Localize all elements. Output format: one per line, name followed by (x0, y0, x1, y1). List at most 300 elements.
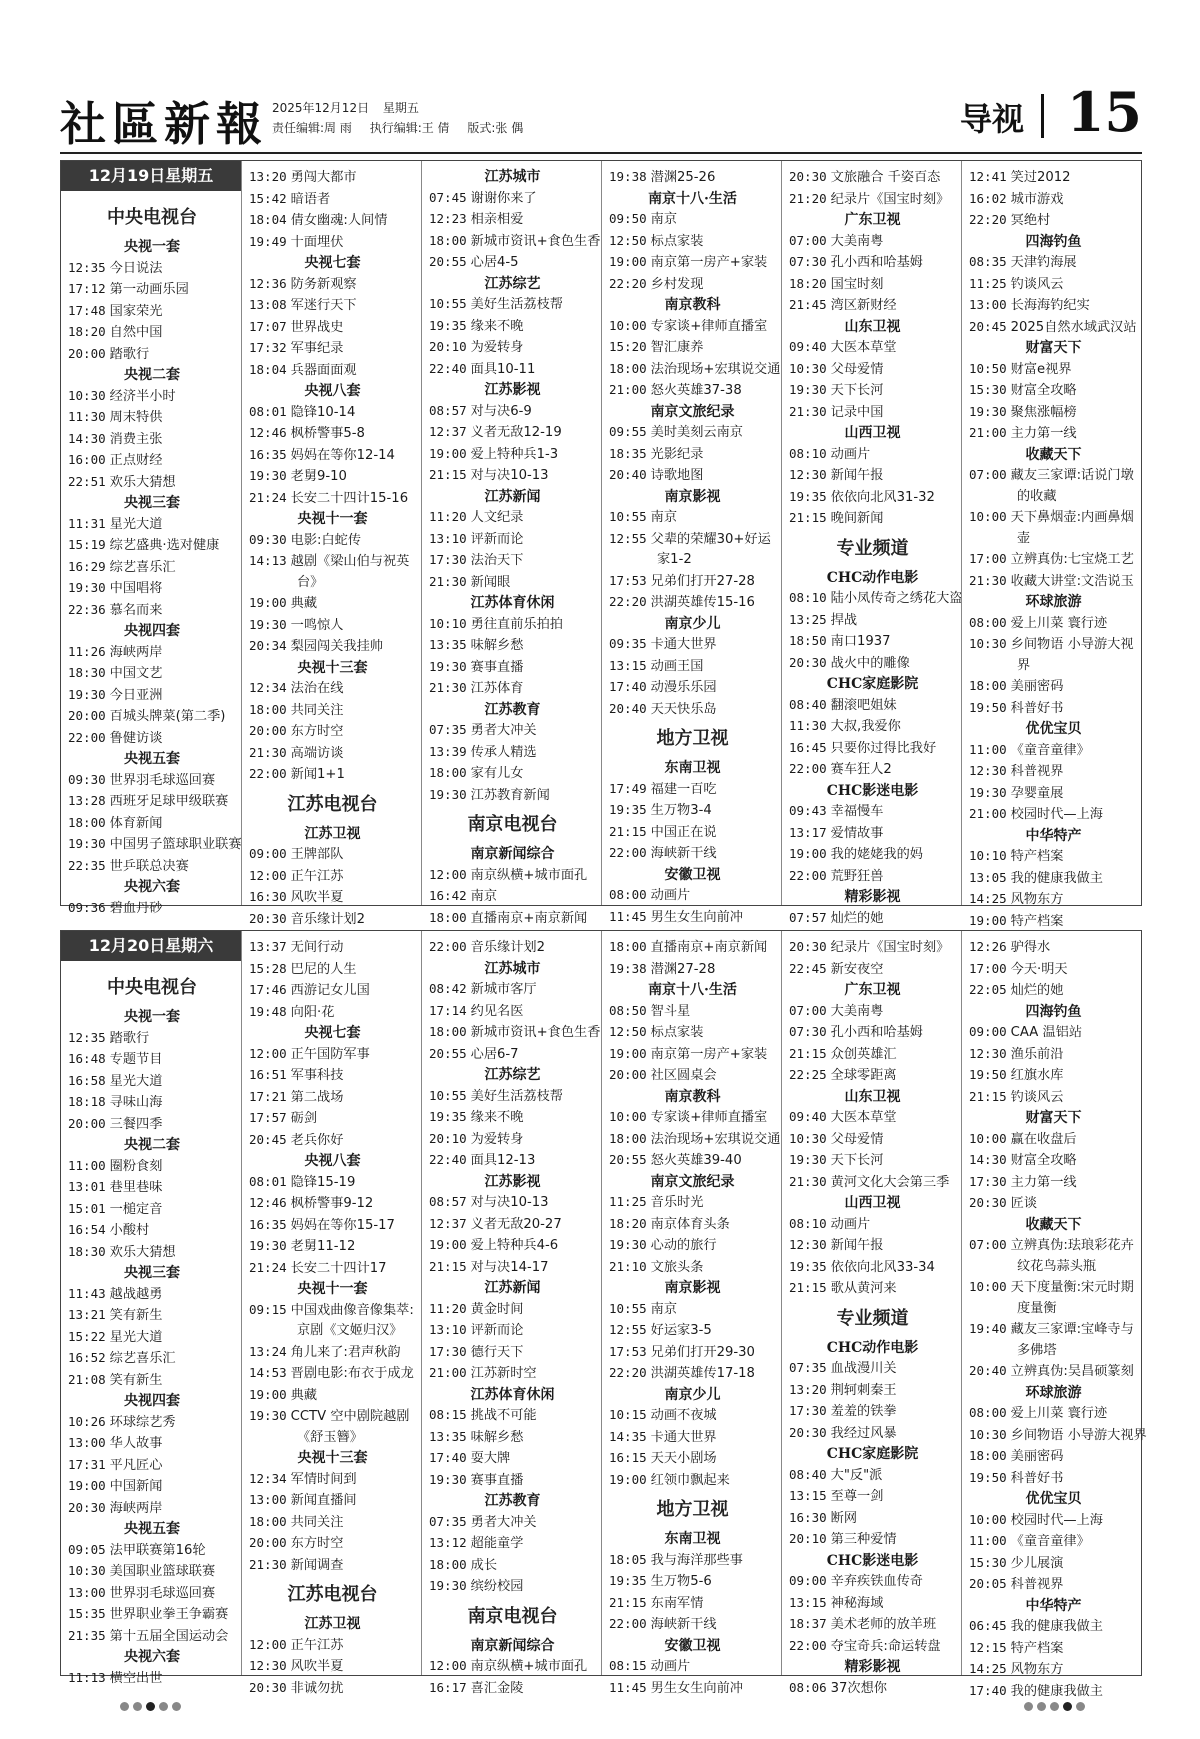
program-listing (609, 1150, 776, 1172)
program-listing (789, 588, 963, 610)
program-title: 晚间新闻 (830, 511, 884, 526)
program-time: 07:00 (969, 467, 1007, 482)
program-time: 19:30 (249, 1408, 287, 1423)
program-listing (789, 1401, 956, 1423)
channel-heading: 央视六套 (124, 1649, 180, 1665)
program-title: 南京体育头条 (650, 1216, 730, 1232)
program-title: 大医本草堂 (830, 340, 897, 355)
program-listing (68, 1668, 236, 1690)
channel-heading: 央视三套 (124, 1265, 180, 1281)
program-title: 动画片 (830, 446, 871, 462)
program-listing (249, 338, 416, 360)
program-title: 风物东方 (1010, 892, 1064, 907)
program-listing (429, 1555, 596, 1577)
program-time: 21:15 (609, 823, 647, 839)
program-listing (68, 1498, 236, 1520)
program-time: 15:35 (68, 1606, 106, 1621)
program-time: 15:28 (249, 960, 287, 976)
program-time: 08:01 (249, 403, 287, 419)
program-time: 16:29 (68, 558, 106, 574)
channel-heading: 四海钓鱼 (1025, 1003, 1082, 1020)
program-listing (68, 1092, 236, 1114)
program-listing (249, 678, 416, 700)
program-title: 科普视界 (1010, 1577, 1064, 1592)
program-title: 幸福慢车 (830, 804, 884, 819)
program-title: 特产档案 (1010, 1640, 1064, 1656)
program-title: 特产档案 (1010, 849, 1064, 864)
program-time: 12:35 (68, 1029, 106, 1045)
channel-heading: 山西卫视 (844, 425, 901, 441)
program-listing (429, 657, 596, 679)
program-time: 18:18 (68, 1094, 106, 1109)
program-title: 新闻午报 (830, 1238, 884, 1253)
program-title: 第二战场 (290, 1089, 344, 1105)
program-time: 10:00 (969, 1511, 1007, 1527)
program-listing (609, 1363, 776, 1385)
program-listing (249, 232, 416, 254)
program-listing (429, 572, 596, 594)
program-title: 海峡新干线 (650, 846, 717, 861)
program-listing (609, 699, 776, 721)
program-title: 父母爱情 (830, 361, 884, 377)
program-time: 21:08 (68, 1371, 106, 1387)
program-time: 18:20 (789, 275, 827, 291)
station-heading: 地方卫视 (656, 1499, 729, 1520)
program-title: 评新而论 (470, 1323, 524, 1338)
program-listing (429, 1001, 596, 1023)
program-time: 09:00 (969, 1024, 1007, 1039)
page-dot (120, 1702, 129, 1711)
program-listing (249, 360, 416, 382)
program-listing (789, 866, 956, 888)
program-listing (609, 1192, 776, 1214)
program-time: 16:17 (429, 1679, 467, 1695)
program-title: 军情时间到 (290, 1471, 357, 1487)
program-title: 角儿来了:君声秋韵 (290, 1344, 401, 1360)
program-time: 18:00 (429, 232, 467, 248)
program-listing (609, 1427, 776, 1449)
channel-heading: 江苏卫视 (304, 1616, 361, 1632)
program-title: 砺剑 (290, 1111, 318, 1126)
program-time: 19:30 (429, 1578, 467, 1593)
program-time: 11:00 (969, 741, 1007, 757)
program-title: 喜汇金陵 (470, 1680, 524, 1696)
program-listing (68, 429, 236, 451)
program-time: 10:10 (429, 615, 467, 631)
program-title: 中国戏曲像音像集萃:京剧《文姬归汉》 (290, 1302, 414, 1338)
program-title: 星光大道 (109, 1329, 163, 1345)
program-time: 17:57 (249, 1110, 287, 1125)
program-title: 爱上特种兵4-6 (470, 1238, 559, 1253)
channel-heading: 央视八套 (304, 383, 361, 399)
program-listing (609, 677, 776, 699)
program-title: 爱情故事 (830, 825, 884, 841)
channel-heading: 山东卫视 (844, 1088, 901, 1105)
program-listing (969, 295, 1138, 317)
program-listing (249, 909, 416, 931)
program-title: 自然中国 (109, 325, 163, 340)
program-time: 16:35 (249, 1216, 287, 1232)
program-title: 味解乡愁 (470, 1429, 524, 1445)
program-title: 巴尼的人生 (290, 961, 357, 977)
program-time: 12:30 (789, 467, 827, 482)
program-listing (969, 359, 1138, 381)
program-title: 中国正在说 (650, 824, 717, 840)
program-listing (249, 488, 416, 510)
schedule-column (781, 161, 963, 926)
program-listing (429, 1214, 596, 1236)
program-time: 10:10 (969, 848, 1007, 863)
program-title: 军迷行天下 (290, 298, 357, 313)
program-time: 18:00 (68, 814, 106, 830)
program-title: 无间行动 (290, 940, 344, 955)
program-title: 动画王国 (650, 658, 704, 674)
program-listing (969, 889, 1138, 911)
program-title: 中国唱将 (109, 581, 163, 596)
program-title: 孔小西和哈基姆 (830, 255, 923, 270)
program-listing (249, 423, 416, 445)
program-title: 赢在收盘后 (1010, 1131, 1077, 1147)
program-time: 12:46 (249, 425, 287, 440)
program-time: 19:00 (969, 912, 1007, 928)
program-listing (969, 1553, 1138, 1575)
program-time: 20:30 (789, 654, 827, 670)
program-title: 专题节目 (109, 1052, 163, 1067)
program-time: 17:46 (249, 982, 287, 997)
program-title: 记录中国 (830, 404, 884, 420)
program-listing (429, 529, 596, 551)
program-listing (249, 1065, 416, 1087)
program-listing (789, 1486, 956, 1508)
program-title: 辛弃疾铁血传奇 (830, 1574, 923, 1589)
program-title: 新城市资讯+食色生香 (470, 233, 601, 249)
channel-heading: 中华特产 (1025, 827, 1082, 844)
program-time: 08:35 (969, 254, 1007, 269)
program-time: 11:43 (68, 1285, 106, 1301)
program-title: 新闻1+1 (290, 767, 345, 782)
program-time: 07:00 (789, 232, 827, 248)
channel-heading: CHC家庭影院 (826, 676, 919, 692)
program-listing (609, 800, 776, 822)
program-title: 江苏体育 (470, 681, 524, 696)
channel-heading: 江苏影视 (484, 1173, 541, 1190)
program-title: 传承人精选 (470, 744, 537, 760)
program-listing (789, 1571, 956, 1593)
channel-heading: 江苏影视 (484, 382, 541, 398)
program-time: 13:17 (789, 824, 827, 840)
program-time: 18:00 (969, 1448, 1007, 1463)
program-title: 西游记女儿国 (290, 983, 370, 998)
program-time: 17:30 (429, 1343, 467, 1359)
program-time: 20:00 (68, 1115, 106, 1131)
program-listing (68, 1604, 236, 1626)
program-title: 心动的旅行 (650, 1238, 717, 1253)
program-title: 钓谈风云 (1010, 1089, 1064, 1105)
program-title: 37次想你 (830, 1680, 887, 1696)
program-listing (609, 1678, 776, 1700)
program-title: 至尊一剑 (830, 1489, 884, 1504)
program-listing (249, 402, 416, 424)
program-time: 19:35 (429, 1109, 467, 1124)
program-title: 今天·明天 (1010, 961, 1068, 977)
program-time: 08:00 (609, 887, 647, 902)
program-title: 风吹半夏 (290, 1659, 344, 1674)
program-time: 22:25 (789, 1067, 827, 1082)
program-title: 法治现场+宏琪说交通 (650, 1131, 781, 1147)
program-title: 踏歌行 (109, 346, 150, 362)
program-time: 19:48 (249, 1003, 287, 1019)
program-time: 18:04 (249, 361, 287, 377)
program-title: 第十五届全国运动会 (109, 1628, 229, 1644)
program-listing (68, 578, 236, 600)
program-title: 天下度量衡:宋元时期度量衡 (1010, 1280, 1134, 1316)
program-time: 20:30 (249, 1679, 287, 1695)
program-listing (429, 1427, 596, 1449)
program-listing (609, 1129, 781, 1151)
program-time: 12:00 (429, 866, 467, 882)
program-listing (249, 1002, 416, 1024)
program-listing (68, 1327, 236, 1349)
program-listing (789, 801, 956, 823)
channel-heading: 南京文旅纪录 (650, 1173, 735, 1190)
program-time: 14:30 (969, 1152, 1007, 1167)
program-title: 正午江苏 (290, 868, 344, 884)
program-time: 12:35 (68, 259, 106, 275)
program-time: 20:10 (429, 339, 467, 354)
program-title: 赛事直播 (470, 659, 524, 675)
program-title: 德行天下 (470, 1344, 524, 1360)
program-title: 典藏 (290, 596, 318, 611)
program-time: 16:48 (68, 1051, 106, 1066)
program-title: 法治天下 (470, 553, 524, 568)
program-listing (969, 1446, 1138, 1468)
program-title: 全球零距离 (830, 1068, 897, 1083)
newspaper-logo: 社區新報 (60, 97, 268, 151)
channel-heading: 财富天下 (1025, 340, 1082, 356)
program-title: 对与决14-17 (470, 1259, 549, 1275)
channel-heading: 四海钓鱼 (1025, 233, 1082, 250)
program-title: 冥绝村 (1010, 213, 1051, 228)
program-listing (429, 937, 596, 959)
program-time: 22:05 (969, 982, 1007, 997)
program-listing (609, 359, 781, 381)
masthead (60, 82, 1142, 150)
program-time: 13:15 (609, 657, 647, 673)
program-listing (969, 1361, 1138, 1383)
program-listing (68, 386, 236, 408)
program-title: 越战越勇 (109, 1286, 163, 1302)
program-title: 大美南粤 (830, 233, 884, 249)
program-listing (789, 1044, 956, 1066)
program-title: 诗歌地图 (650, 468, 704, 483)
program-time: 19:30 (789, 1152, 827, 1167)
program-time: 18:35 (609, 445, 647, 461)
program-time: 10:00 (969, 1279, 1007, 1294)
program-time: 13:00 (249, 1492, 287, 1507)
program-listing (429, 886, 596, 908)
program-time: 13:28 (68, 793, 106, 808)
program-time: 21:00 (429, 1365, 467, 1380)
program-title: 碧血丹砂 (109, 900, 163, 916)
program-title: 缤纷校园 (470, 1579, 524, 1594)
program-listing (789, 1423, 956, 1445)
program-listing (969, 1129, 1138, 1151)
program-title: 江苏新时空 (470, 1366, 537, 1381)
channel-heading: 央视十三套 (297, 659, 368, 676)
program-listing (789, 1278, 956, 1300)
program-title: 华人故事 (109, 1436, 163, 1451)
program-title: 味解乡愁 (470, 638, 524, 653)
schedule-column (961, 161, 1143, 929)
program-title: 非诚勿扰 (290, 1680, 344, 1696)
program-title: 南京第一房产+家装 (650, 1046, 768, 1062)
program-time: 22:00 (789, 761, 827, 776)
program-title: 一槌定音 (109, 1201, 163, 1217)
program-time: 12:55 (609, 530, 647, 546)
program-title: 中国新闻 (109, 1479, 163, 1494)
editor-credit: 责任编辑:周 雨 (272, 121, 352, 135)
program-time: 09:05 (68, 1541, 106, 1557)
channel-heading: 优优宝贝 (1025, 1491, 1082, 1507)
program-listing (609, 1448, 776, 1470)
program-listing (789, 359, 956, 381)
program-title: 黄河文化大会第三季 (830, 1174, 950, 1190)
program-title: 缘来不晚 (470, 318, 524, 334)
program-title: 新城市资讯+食色生香 (470, 1025, 601, 1040)
program-time: 09:15 (249, 1301, 287, 1317)
schedule-column (601, 161, 781, 925)
program-title: 2025自然水域武汉站 (1010, 319, 1137, 335)
program-listing (609, 656, 776, 678)
program-listing (969, 676, 1138, 698)
program-title: 灿烂的她 (1010, 983, 1064, 998)
channel-heading: 精彩影视 (844, 1659, 901, 1675)
program-listing (969, 1065, 1138, 1087)
program-time: 17:00 (969, 551, 1007, 566)
program-time: 20:00 (249, 723, 287, 738)
program-time: 07:45 (429, 189, 467, 205)
program-time: 09:40 (789, 339, 827, 354)
program-listing (429, 865, 596, 887)
channel-heading: 江苏综艺 (484, 275, 541, 292)
page-dot (172, 1702, 181, 1711)
program-title: 环球综艺秀 (109, 1414, 176, 1430)
program-title: 大叔,我爱你 (830, 719, 901, 734)
program-time: 12:30 (969, 763, 1007, 778)
program-title: 财富全攻略 (1010, 383, 1077, 398)
program-time: 19:50 (969, 1469, 1007, 1485)
section-divider (1041, 94, 1044, 138)
program-time: 18:50 (789, 633, 827, 648)
program-title: 男生女生向前冲 (650, 1680, 743, 1696)
channel-heading: 南京少儿 (664, 615, 721, 632)
program-title: 东南军情 (650, 1595, 704, 1611)
program-listing (789, 1235, 956, 1257)
program-time: 11:31 (68, 515, 106, 531)
program-listing (429, 465, 596, 487)
program-title: 兄弟们打开27-28 (650, 573, 755, 589)
program-time: 16:58 (68, 1072, 106, 1088)
program-listing (789, 274, 956, 296)
program-listing (969, 740, 1138, 762)
program-listing (429, 1533, 596, 1555)
program-time: 07:00 (789, 1002, 827, 1018)
station-heading: 江苏电视台 (287, 1584, 378, 1605)
program-listing (609, 779, 776, 801)
program-title: 暗语者 (290, 191, 331, 207)
program-time: 21:30 (969, 572, 1007, 588)
program-title: 高端访谈 (290, 745, 344, 761)
program-time: 18:04 (249, 212, 287, 227)
program-listing (609, 337, 776, 359)
channel-heading: 央视四套 (124, 623, 180, 639)
program-listing (249, 844, 416, 866)
program-time: 10:30 (789, 1130, 827, 1146)
program-listing (249, 764, 416, 786)
program-time: 16:51 (249, 1067, 287, 1082)
program-time: 10:26 (68, 1413, 106, 1429)
program-listing (68, 301, 236, 323)
program-listing (789, 487, 956, 509)
program-time: 10:30 (68, 387, 106, 403)
program-time: 10:30 (68, 1563, 106, 1578)
channel-heading: 南京教科 (664, 1088, 721, 1105)
program-listing (249, 1215, 416, 1237)
program-listing (969, 1638, 1138, 1660)
program-title: 爱上川菜 寰行迹 (1010, 615, 1108, 631)
program-time: 20:55 (429, 1045, 467, 1061)
program-title: 国家荣光 (109, 303, 163, 319)
program-listing (249, 295, 416, 317)
program-title: 兄弟们打开29-30 (650, 1344, 755, 1360)
program-title: 灿烂的她 (830, 910, 884, 926)
program-time: 17:00 (969, 960, 1007, 976)
program-listing (249, 1087, 416, 1109)
program-time: 19:30 (969, 784, 1007, 800)
page-dot (1037, 1702, 1046, 1711)
channel-heading: CHC影迷电影 (826, 1552, 919, 1569)
program-time: 08:57 (429, 402, 467, 418)
program-title: 父辈的荣耀30+好运家1-2 (650, 531, 771, 567)
program-listing (68, 407, 236, 429)
program-title: 驴得水 (1010, 940, 1051, 955)
program-time: 11:25 (609, 1194, 647, 1209)
program-time: 19:35 (609, 802, 647, 817)
program-listing (429, 742, 596, 764)
program-time: 22:00 (249, 766, 287, 781)
program-title: 陆小凤传奇之绣花大盗 (830, 591, 963, 606)
program-title: 怒火英雄37-38 (650, 383, 742, 398)
program-listing (969, 571, 1138, 593)
page-dot (133, 1702, 142, 1711)
program-time: 07:35 (789, 1360, 827, 1375)
program-listing (429, 1044, 596, 1066)
program-listing (609, 1550, 776, 1572)
program-time: 09:30 (249, 531, 287, 547)
program-listing (969, 380, 1138, 402)
page-dot (1050, 1702, 1059, 1711)
program-time: 22:20 (969, 212, 1007, 227)
program-title: 电影:白蛇传 (290, 532, 362, 548)
program-title: 南京 (650, 1301, 678, 1317)
program-listing (429, 1107, 596, 1129)
program-title: 枫桥警事9-12 (290, 1196, 374, 1211)
program-listing (249, 530, 416, 552)
program-title: 老舅9-10 (290, 469, 347, 484)
program-listing (609, 274, 776, 296)
program-time: 08:40 (789, 696, 827, 712)
program-time: 18:00 (609, 939, 647, 954)
